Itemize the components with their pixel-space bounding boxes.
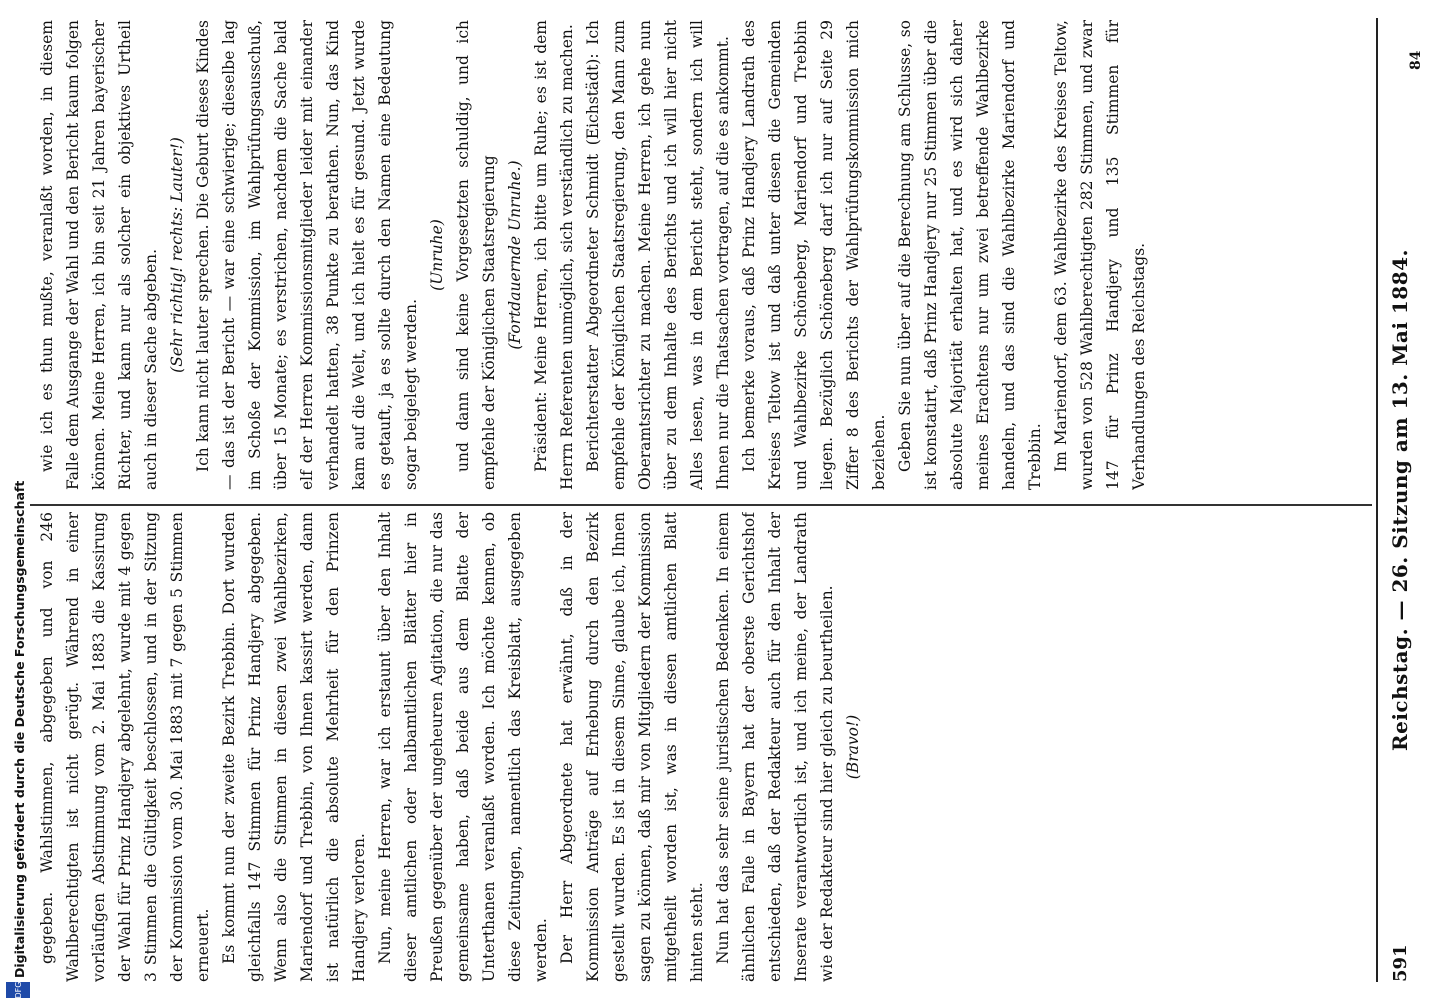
right-column-paragraph: Im Mariendorf, dem 63. Wahlbezirke des Kreises Teltow, wurden von 528 Wahlberechtigten 282 Stimmen, und zwar 147 für Prinz Handjery und 135 Stimmen für Verhandlungen des Reichstags.	[1052, 20, 1148, 490]
right-column	[34, 20, 1370, 490]
header-rule	[1376, 18, 1378, 982]
running-head: Reichstag. — 26. Sitzung am 13. Mai 1884.	[1388, 248, 1412, 752]
right-column-paragraph: wie ich es thun mußte, veranlaßt worden, in diesem Falle dem Ausgange der Wahl und den Bericht kaum folgen können. Meine Herren, ich bin seit 21 Jahren bayerischer Richter, und kann nur als solcher ein objektives Urtheil auch in dieser Sache abgeben.	[38, 20, 160, 490]
left-column-paragraph: Der Herr Abgeordnete hat erwähnt, daß in der Kommission Anträge auf Erhebung durch den Bezirk gestellt wurden. Es ist in diesem Sinne, glaube ich, Ihnen sagen zu können, daß mir von Mitgliedern der Kommission mitgetheilt worden ist, was in diesen amtlichen Blatt hinten steht.	[558, 512, 706, 982]
digitization-note: Digitalisierung gefördert durch die Deutsche Forschungsgemeinschaft	[12, 480, 27, 978]
right-column-paragraph: Ich kann nicht lauter sprechen. Die Geburt dieses Kindes — das ist der Bericht — war eine schwierige; dieselbe lag im Schoße der Kommission, im Wahlprüfungsausschuß, über 15 Monate; es verstrichen, nachdem die Sache bald elf der Herren Kommissionsmitglieder leider mit einander verhandelt hatten, 38 Punkte zu berathen. Nun, das Kind kam auf die Welt, und ich hielt es für gesund. Jetzt wurde es getauft, ja es sollte durch den Namen eine Bedeutung sogar beigelegt werden.	[194, 20, 420, 490]
dfg-logo: DFG	[6, 982, 30, 998]
column-divider	[30, 504, 1372, 506]
left-column-paragraph: Nun hat das sehr seine juristischen Bedenken. In einem ähnlichen Falle in Bayern hat der oberste Gerichtshof entschieden, daß der Redakteur auch für den Inhalt der Inserate verantwortlich ist, und ich meine, der Landrath wie der Redakteur sind hier gleich zu beurtheilen.	[714, 512, 836, 982]
footer	[12, 18, 27, 978]
left-column-paragraph: (Bravo!)	[844, 714, 862, 780]
right-column-paragraph: Ich bemerke voraus, daß Prinz Handjery Landrath des Kreises Teltow ist und daß unter diesen die Gemeinden und Wahlbezirke Schöneberg, Mariendorf und Trebbin liegen. Bezüglich Schöneberg darf ich nur auf Seite 29 Ziffer 8 des Berichts der Wahlprüfungskommission mich beziehen.	[740, 20, 888, 490]
right-column-paragraph: Präsident: Meine Herren, ich bitte um Ruhe; es ist dem Herrn Referenten unmöglich, sich verständlich zu machen.	[532, 20, 576, 490]
left-column-paragraph: Es kommt nun der zweite Bezirk Trebbin. Dort wurden gleichfalls 147 Stimmen für Prinz Handjery abgegeben. Wenn also die Stimmen in diesen zwei Wahlbezirken, Mariendorf und Trebbin, von Ihnen kassirt werden, dann ist natürlich die absolute Mehrheit für den Prinzen Handjery verloren.	[220, 512, 368, 982]
right-column-paragraph: (Sehr richtig! rechts: Lauter!)	[168, 137, 186, 373]
left-column-paragraph: gegeben. Wahlstimmen, abgegeben und von 246 Wahlberechtigten ist nicht gerügt. Während in einer vorläufigen Abstimmung vom 2. Mai 1883 die Kassirung der Wahl für Prinz Handjery abgelehnt, wurde mit 4 gegen 3 Stimmen die Gültigkeit beschlossen, und in der Sitzung der Kommission vom 30. Mai 1883 mit 7 gegen 5 Stimmen erneuert.	[38, 512, 212, 982]
right-column-paragraph: Berichterstatter Abgeordneter Schmidt (Eichstädt): Ich empfehle der Königlichen Staatsregierung, den Mann zum Oberamtsrichter zu machen. Meine Herren, ich gehe nun über zu dem Inhalte des Berichts und ich will hier nicht Alles lesen, was in dem Bericht steht, sondern ich will Ihnen nur die Thatsachen vortragen, auf die es ankommt.	[584, 20, 732, 490]
right-column-paragraph: (Unruhe)	[428, 219, 446, 291]
left-column	[34, 512, 1370, 982]
right-column-paragraph: Geben Sie nun über auf die Berechnung am Schlusse, so ist konstatirt, daß Prinz Handjery nur 25 Stimmen über die absolute Majorität erhalten hat, und es wird sich daher meines Erachtens nur um zwei betreffende Wahlbezirke handeln, und das sind die Wahlbezirke Mariendorf und Trebbin.	[896, 20, 1044, 490]
right-column-paragraph: und dann sind keine Vorgesetzten schuldig, und ich empfehle der Königlichen Staatsregierung	[454, 20, 498, 490]
page-number: 591	[1390, 944, 1411, 982]
page-header	[1384, 18, 1424, 982]
signature-mark: 84	[1408, 50, 1424, 70]
left-column-paragraph: Nun, meine Herren, war ich erstaunt über den Inhalt dieser amtlichen oder halbamtlichen Blätter hier in Preußen gegenüber der ungeheuren Agitation, die nur das gemeinsame haben, daß beide aus dem Blatte der Unterthanen veranlaßt worden. Ich möchte kennen, ob diese Zeitungen, namentlich das Kreisblatt, ausgegeben werden.	[376, 512, 550, 982]
right-column-paragraph: (Fortdauernde Unruhe.)	[506, 160, 524, 350]
